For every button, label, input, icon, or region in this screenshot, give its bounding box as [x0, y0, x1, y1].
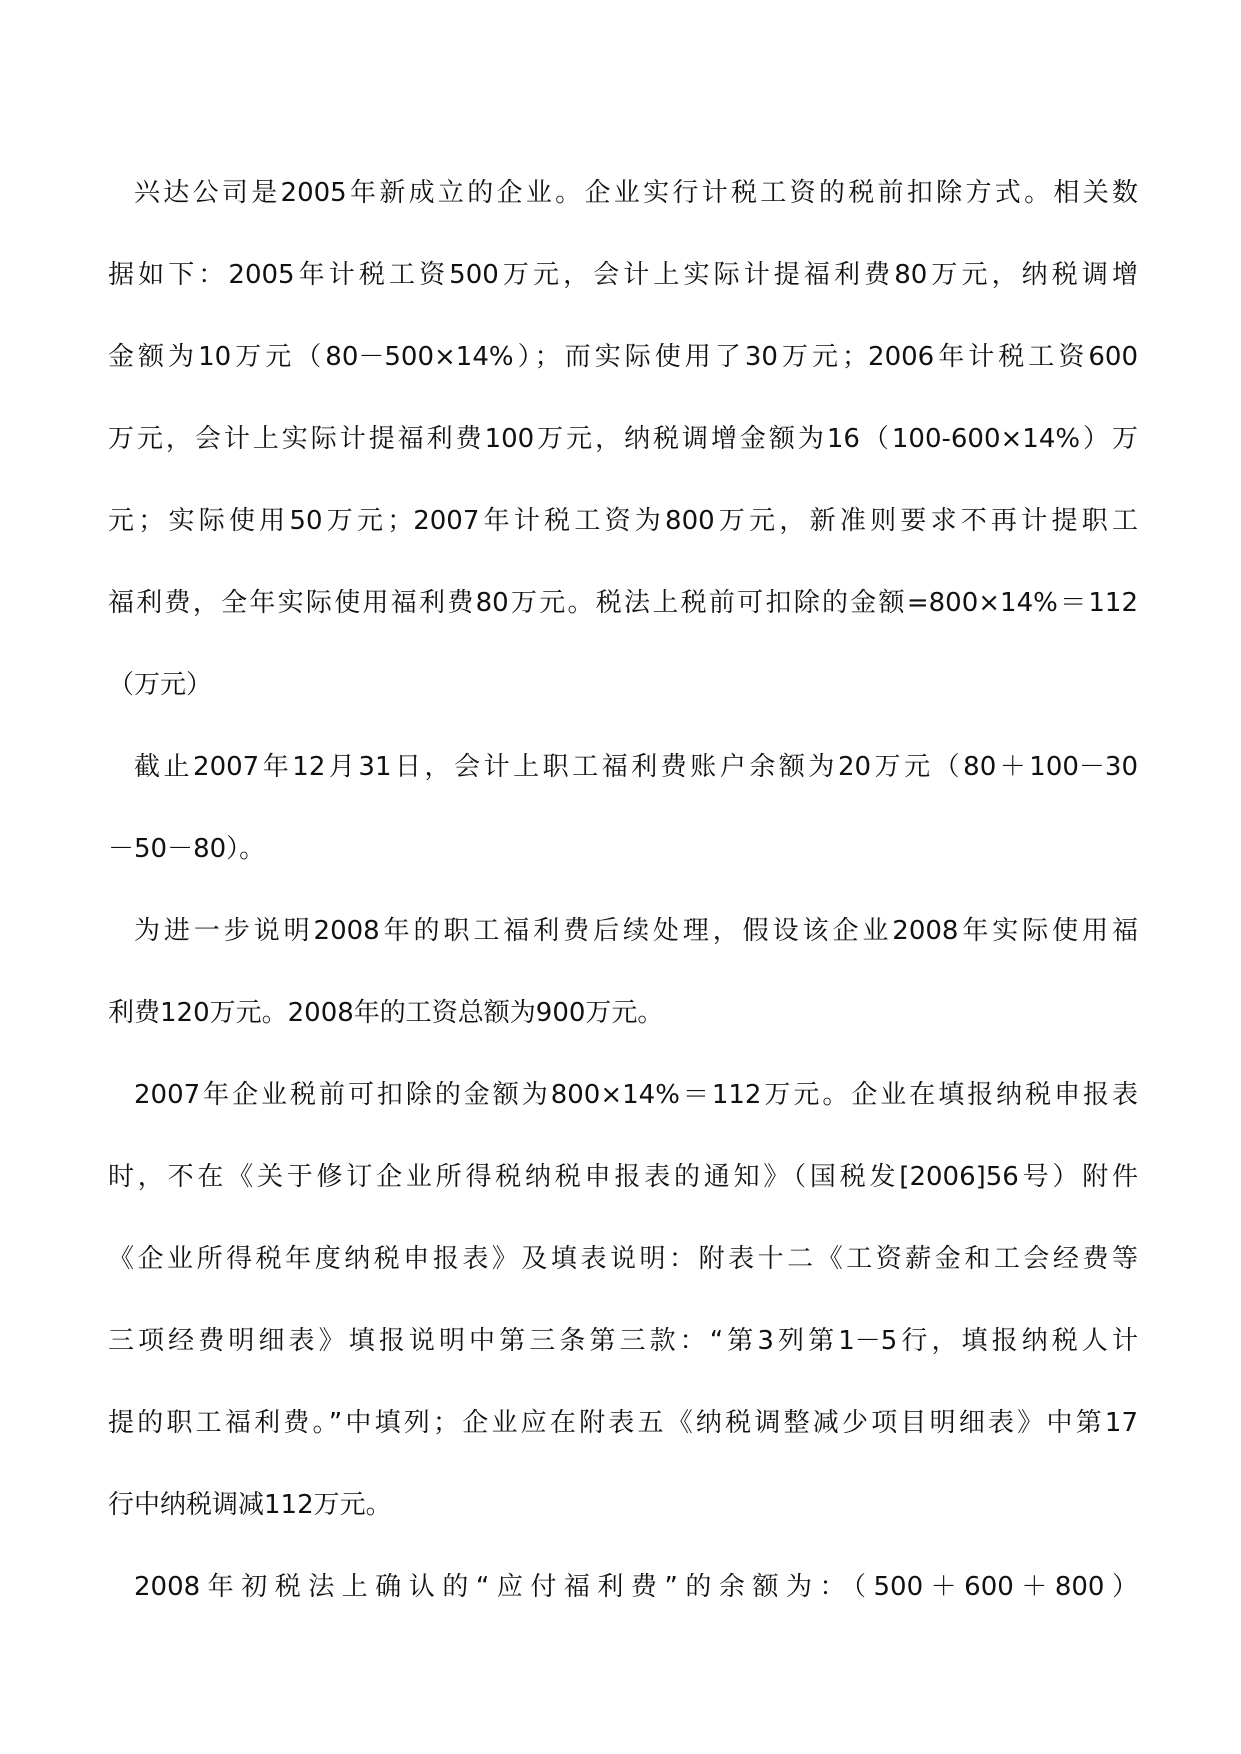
text-line: 2008年初税法上确认的“应付福利费”的余额为：（500＋600＋800）	[134, 1572, 1138, 1602]
text-line: 兴达公司是2005年新成立的企业。企业实行计税工资的税前扣除方式。相关数	[134, 178, 1138, 208]
document-body	[108, 152, 1138, 1628]
text-line: －50－80）。	[108, 834, 266, 864]
text-line: 为进一步说明2008年的职工福利费后续处理，假设该企业2008年实际使用福	[134, 916, 1138, 946]
text-line: 《企业所得税年度纳税申报表》及填表说明：附表十二《工资薪金和工会经费等	[108, 1244, 1138, 1274]
text-line: 金额为10万元（80－500×14%）；而实际使用了30万元；2006年计税工资600	[108, 342, 1138, 372]
text-line: 据如下：2005年计税工资500万元，会计上实际计提福利费80万元，纳税调增	[108, 260, 1138, 290]
text-line: 福利费，全年实际使用福利费80万元。税法上税前可扣除的金额=800×14%＝112	[108, 588, 1138, 618]
text-line: 万元，会计上实际计提福利费100万元，纳税调增金额为16（100-600×14%）万	[108, 424, 1138, 454]
text-line: 2007年企业税前可扣除的金额为800×14%＝112万元。企业在填报纳税申报表	[134, 1080, 1138, 1110]
text-line: 时，不在《关于修订企业所得税纳税申报表的通知》（国税发[2006]56号）附件	[108, 1162, 1138, 1192]
text-line: 截止2007年12月31日，会计上职工福利费账户余额为20万元（80＋100－30	[134, 752, 1138, 782]
text-line: （万元）	[108, 670, 213, 700]
text-line: 提的职工福利费。”中填列；企业应在附表五《纳税调整减少项目明细表》中第17	[108, 1408, 1138, 1438]
text-line: 行中纳税调减112万元。	[108, 1490, 392, 1520]
text-line: 元；实际使用50万元；2007年计税工资为800万元，新准则要求不再计提职工	[108, 506, 1138, 536]
text-line: 利费120万元。2008年的工资总额为900万元。	[108, 998, 664, 1028]
text-line: 三项经费明细表》填报说明中第三条第三款：“第3列第1－5行，填报纳税人计	[108, 1326, 1138, 1356]
